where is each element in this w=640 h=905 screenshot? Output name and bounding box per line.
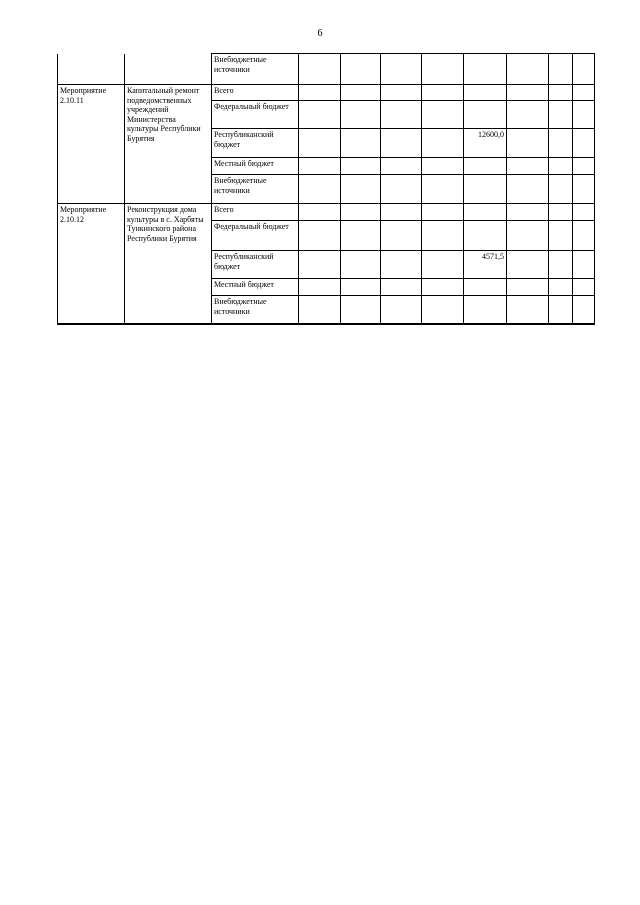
measure-id-cell: Мероприятие 2.10.12 — [58, 204, 125, 324]
source-cell: Федеральный бюджет — [212, 101, 299, 129]
source-cell: Внебюджетные источники — [212, 296, 299, 324]
table-row — [58, 85, 595, 101]
source-cell: Республиканский бюджет — [212, 129, 299, 158]
measure-id-cell — [58, 54, 125, 85]
source-cell: Федеральный бюджет — [212, 221, 299, 251]
budget-table — [57, 53, 595, 325]
source-cell: Местный бюджет — [212, 279, 299, 296]
table-row — [58, 54, 595, 85]
source-cell: Внебюджетные источники — [212, 54, 299, 85]
measure-name-cell — [125, 54, 212, 85]
table-row — [58, 204, 595, 221]
source-cell: Всего — [212, 85, 299, 101]
value-cell: 4571,5 — [464, 251, 507, 279]
source-cell: Внебюджетные источники — [212, 175, 299, 204]
source-cell: Всего — [212, 204, 299, 221]
measure-id-cell: Мероприятие 2.10.11 — [58, 85, 125, 204]
source-cell: Местный бюджет — [212, 158, 299, 175]
measure-name-cell: Капитальный ремонт подведомственных учреждений Министерства культуры Республики Бурятия — [125, 85, 212, 204]
page-number: 6 — [317, 28, 323, 39]
source-cell: Республиканский бюджет — [212, 251, 299, 279]
value-cell: 12600,0 — [464, 129, 507, 158]
measure-name-cell: Реконструкция дома культуры в с. Харбяты Тункинского района Республики Бурятия — [125, 204, 212, 324]
